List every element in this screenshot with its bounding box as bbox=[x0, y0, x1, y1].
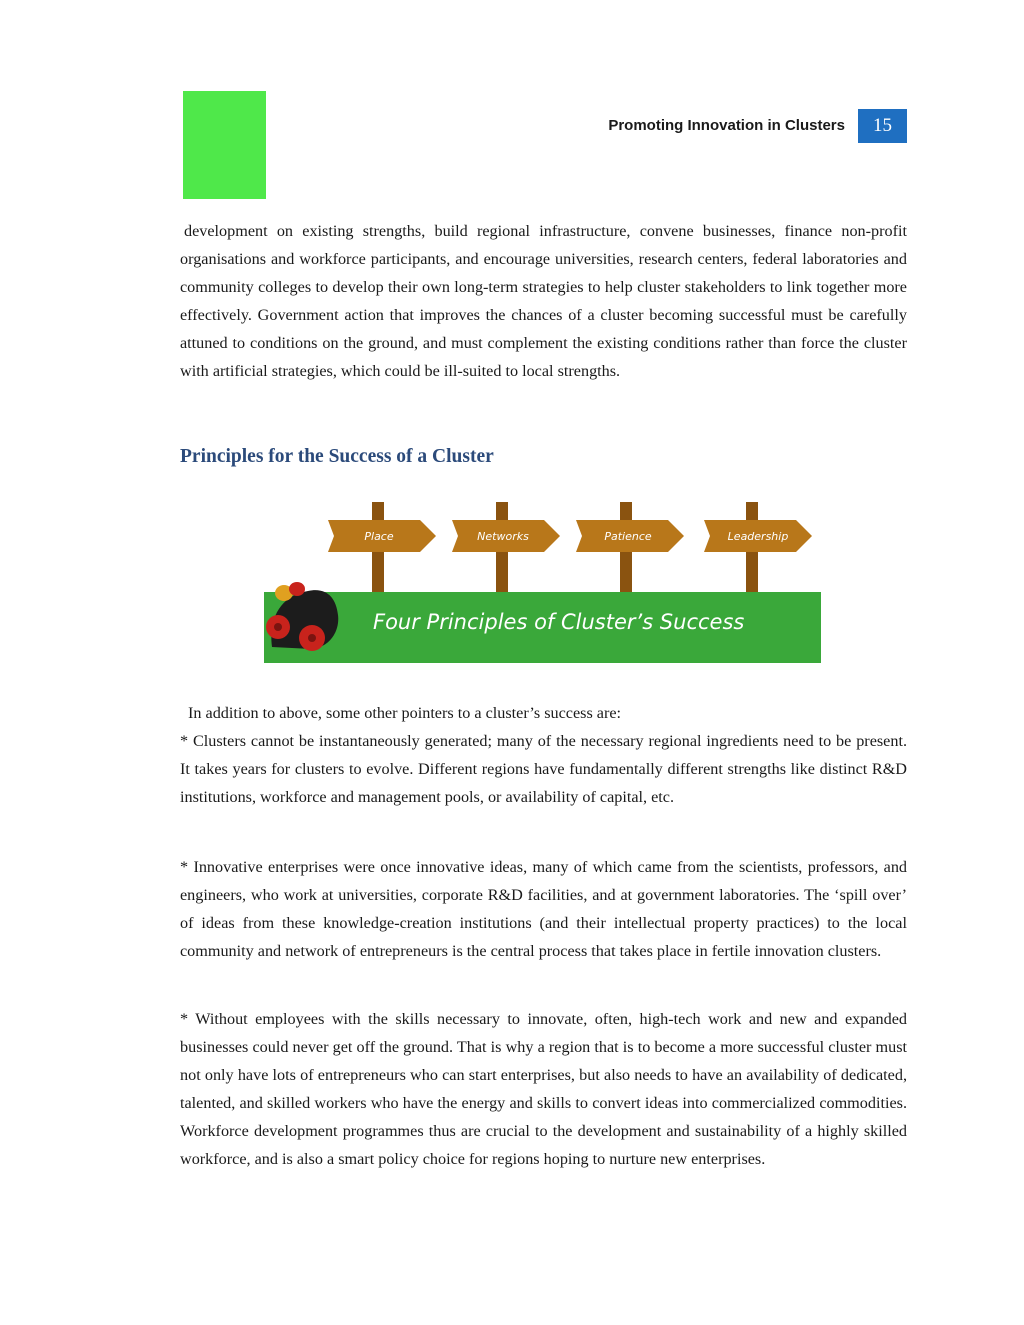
signpost-place bbox=[328, 502, 436, 597]
signpost-label-networks: Networks bbox=[477, 530, 529, 543]
signpost-label-patience: Patience bbox=[604, 530, 652, 543]
signpost-label-place: Place bbox=[364, 530, 394, 543]
decorative-green-block bbox=[183, 91, 266, 199]
signpost-leadership bbox=[704, 502, 812, 597]
running-header-title: Promoting Innovation in Clusters bbox=[608, 117, 845, 134]
intro-paragraph: development on existing strengths, build regional infrastructure, convene businesses, finance non-profit organisations and workforce participants, and encourage universities, research centers, federal laboratories and community colleges to develop their own long-term strategies to help cluster stakeholders to link together more effectively. Government action that improves the chances of a cluster becoming successful must be carefully attuned to conditions on the ground, and must complement the existing conditions rather than force the cluster with artificial strategies, which could be ill-suited to local strengths. bbox=[180, 222, 907, 380]
bullet-paragraph-1: * Clusters cannot be instantaneously generated; many of the necessary regional ingredients need to be present. It takes years for clusters to evolve. Different regions have fundamentally different strengths like distinct R&D institutions, workforce and management pools, or availability of capital, etc. bbox=[180, 732, 907, 806]
bullet-paragraph-3: * Without employees with the skills necessary to innovate, often, high-tech work and new and expanded businesses could never get off the ground. That is why a region that is to become a more successful cluster must not only have lots of entrepreneurs who can start enterprises, but also needs to have an availability of dedicated, talented, and skilled workers who have the energy and skills to convert ideas into commercialized commodities. Workforce development programmes thus are crucial to the development and sustainability of a highly skilled workforce, and is also a smart policy choice for regions hoping to nurture new enterprises. bbox=[180, 1010, 907, 1168]
signpost-label-leadership: Leadership bbox=[727, 530, 789, 543]
signpost-patience bbox=[576, 502, 684, 597]
page-number: 15 bbox=[858, 109, 907, 143]
principles-figure bbox=[264, 497, 821, 663]
signpost-networks bbox=[452, 502, 560, 597]
section-heading: Principles for the Success of a Cluster bbox=[180, 446, 494, 467]
pointers-lead-paragraph: In addition to above, some other pointers to a cluster’s success are: bbox=[188, 704, 622, 722]
banner-title: Four Principles of Cluster’s Success bbox=[373, 610, 745, 634]
bullet-paragraph-2: * Innovative enterprises were once innovative ideas, many of which came from the scientists, professors, and engineers, who work at universities, corporate R&D facilities, and at government laboratories. The ‘spill over’ of ideas from these knowledge-creation institutions (and their intellectual property practices) to the local community and network of entrepreneurs is the central process that takes place in fertile innovation clusters. bbox=[180, 858, 907, 960]
